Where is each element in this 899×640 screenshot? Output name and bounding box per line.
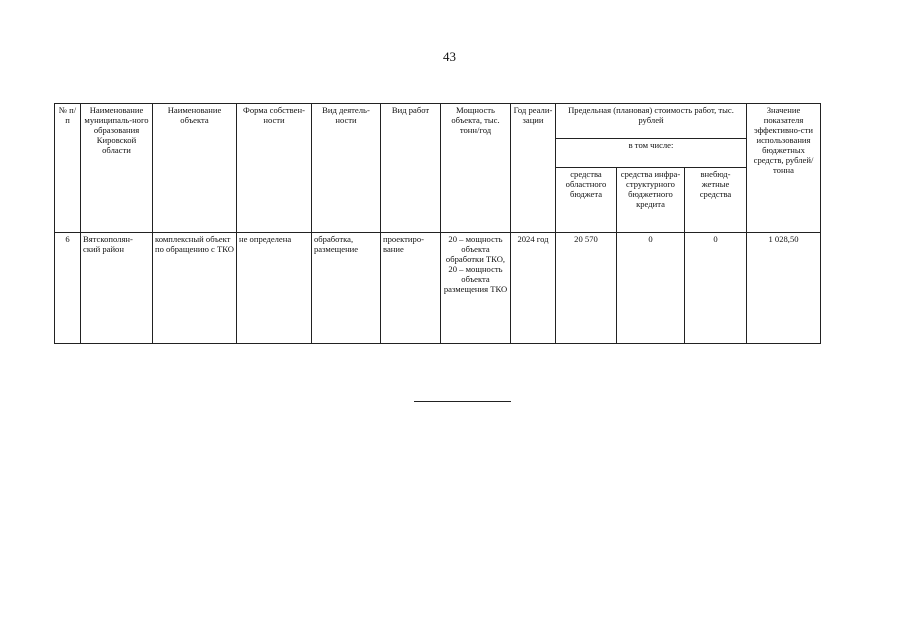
cell-capacity: 20 – мощность объекта обработки ТКО, 20 – мощность объекта размещения ТКО <box>441 233 511 344</box>
header-extra-budget: внебюд-жетные средства <box>685 168 747 233</box>
header-efficiency: Значение показателя эффективно-сти использования бюджетных средств, рублей/тонна <box>747 104 821 233</box>
header-capacity: Мощность объекта, тыс. тонн/год <box>441 104 511 233</box>
header-ownership: Форма собствен-ности <box>237 104 312 233</box>
page-number: 43 <box>443 49 456 64</box>
header-cost: Предельная (плановая) стоимость работ, тыс. рублей <box>556 104 747 139</box>
cell-object-name: комплексный объект по обращению с ТКО <box>153 233 237 344</box>
end-rule <box>414 401 511 402</box>
header-work-type: Вид работ <box>381 104 441 233</box>
header-infra-credit: средства инфра-структурного бюджетного кредита <box>617 168 685 233</box>
header-year: Год реали-зации <box>511 104 556 233</box>
header-including: в том числе: <box>556 139 747 168</box>
cell-num: 6 <box>55 233 81 344</box>
cell-infra-credit: 0 <box>617 233 685 344</box>
header-activity: Вид деятель-ности <box>312 104 381 233</box>
cell-ownership: не определена <box>237 233 312 344</box>
cell-year: 2024 год <box>511 233 556 344</box>
cell-regional-budget: 20 570 <box>556 233 617 344</box>
cell-municipality: Вятскополян-ский район <box>81 233 153 344</box>
header-num: № п/п <box>55 104 81 233</box>
cell-work-type: проектиро-вание <box>381 233 441 344</box>
header-regional-budget: средства областного бюджета <box>556 168 617 233</box>
cell-activity: обработка, размещение <box>312 233 381 344</box>
investment-table <box>54 103 821 344</box>
cell-efficiency: 1 028,50 <box>747 233 821 344</box>
header-object-name: Наименование объекта <box>153 104 237 233</box>
header-municipality: Наименование муниципаль-ного образования Кировской области <box>81 104 153 233</box>
table-row <box>55 233 821 344</box>
cell-extra-budget: 0 <box>685 233 747 344</box>
